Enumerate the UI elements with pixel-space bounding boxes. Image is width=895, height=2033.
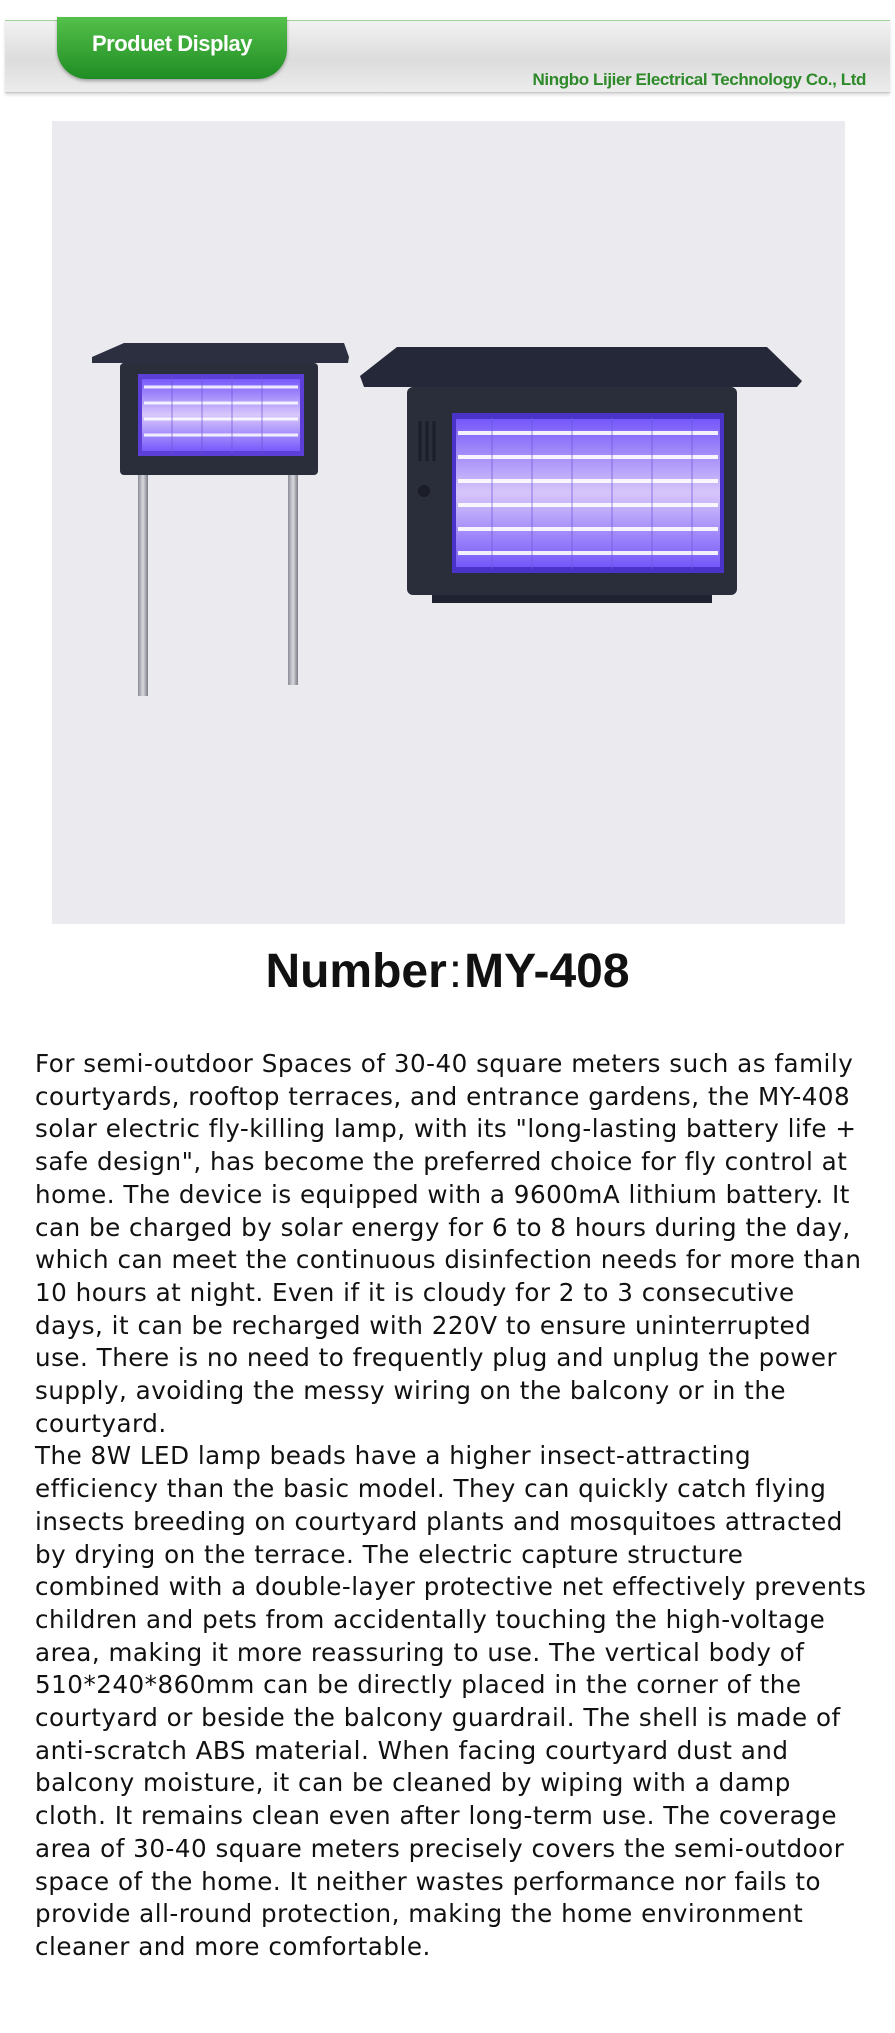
fly-killing-lamp-illustration [52, 121, 845, 924]
company-name: Ningbo Lijier Electrical Technology Co., Ltd [532, 70, 866, 89]
product-description [35, 1048, 867, 1964]
model-number-label: Number [265, 945, 447, 998]
model-number [0, 944, 895, 999]
small-lamp-icon [92, 343, 349, 696]
description-paragraph-2: The 8W LED lamp beads have a higher insect-attracting efficiency than the basic model. They can quickly catch flying insects breeding on courtyard plants and mosquitoes attracted by drying on the terrace. The electric capture structure combined with a double-layer protective net effectively prevents children and pets from accidentally touching the high-voltage area, making it more reassuring to use. The vertical body of 510*240*860mm can be directly placed in the corner of the courtyard or beside the balcony guardrail. The shell is made of anti-scratch ABS material. When facing courtyard dust and balcony moisture, it can be cleaned by wiping with a damp cloth. It remains clean even after long-term use. The coverage area of 30-40 square meters precisely covers the semi-outdoor space of the home. It neither wastes performance nor fails to provide all-round protection, making the home environment cleaner and more comfortable. [35, 1441, 867, 1961]
large-lamp-icon [360, 347, 802, 603]
product-image [52, 121, 845, 924]
model-number-separator: : [448, 945, 463, 998]
product-display-tab[interactable] [57, 17, 287, 79]
product-display-label: Produet Display [92, 31, 252, 56]
model-number-value: MY-408 [464, 945, 630, 998]
description-paragraph-1: For semi-outdoor Spaces of 30-40 square meters such as family courtyards, rooftop terraces, and entrance gardens, the MY-408 solar electric fly-killing lamp, with its "long-lasting battery life + safe design", has become the preferred choice for fly control at home. The device is equipped with a 9600mA lithium battery. It can be charged by solar energy for 6 to 8 hours during the day, which can meet the continuous disinfection needs for more than 10 hours at night. Even if it is cloudy for 2 to 3 consecutive days, it can be recharged with 220V to ensure uninterrupted use. There is no need to frequently plug and unplug the power supply, avoiding the messy wiring on the balcony or in the courtyard. [35, 1049, 862, 1438]
